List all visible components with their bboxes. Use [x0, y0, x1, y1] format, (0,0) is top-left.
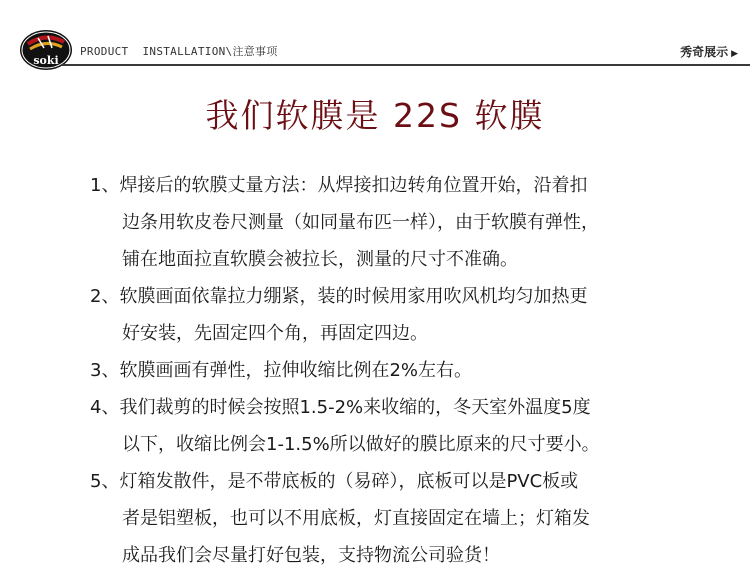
item-1-line-2: 边条用软皮卷尺测量（如同量布匹一样），由于软膜有弹性， [122, 212, 599, 233]
showcase-link[interactable] [680, 43, 738, 60]
list-item [90, 463, 680, 574]
item-5-line-3: 成品我们会尽量打好包装，支持物流公司验货！ [122, 545, 500, 566]
item-1-line-3: 铺在地面拉直软膜会被拉长，测量的尺寸不准确。 [122, 249, 518, 270]
item-1-line-1: 1、焊接后的软膜丈量方法：从焊接扣边转角位置开始，沿着扣 [90, 175, 588, 196]
list-item [90, 389, 680, 463]
item-2-line-2: 好安装，先固定四个角，再固定四边。 [122, 323, 428, 344]
item-2-line-1: 2、软膜画面依靠拉力绷紧，装的时候用家用吹风机均匀加热更 [90, 286, 588, 307]
list-item [90, 167, 680, 278]
breadcrumb-installation[interactable]: INSTALLATION\注意事项 [142, 45, 278, 58]
breadcrumb [80, 43, 278, 59]
item-4-line-1: 4、我们裁剪的时候会按照1.5-2%来收缩的，冬天室外温度5度 [90, 397, 591, 418]
soki-logo [18, 28, 74, 74]
item-3-line-1: 3、软膜画画有弹性，拉伸收缩比例在2%左右。 [90, 360, 473, 381]
list-item [90, 278, 680, 352]
item-4-line-2: 以下，收缩比例会1-1.5%所以做好的膜比原来的尺寸要小。 [122, 434, 600, 455]
breadcrumb-product[interactable]: PRODUCT [80, 45, 129, 58]
header-divider [62, 64, 750, 66]
showcase-link-label: 秀奇展示 [680, 45, 729, 59]
list-item [90, 352, 680, 389]
notes-list [90, 167, 680, 574]
item-5-line-2: 者是铝塑板，也可以不用底板，灯直接固定在墙上；灯箱发 [122, 508, 590, 529]
triangle-right-icon: ▶ [731, 49, 738, 59]
item-5-line-1: 5、灯箱发散件，是不带底板的（易碎），底板可以是PVC板或 [90, 471, 579, 492]
page-header [0, 0, 750, 80]
page-title: 我们软膜是 22S 软膜 [205, 96, 545, 135]
logo-text: soki [33, 54, 59, 67]
